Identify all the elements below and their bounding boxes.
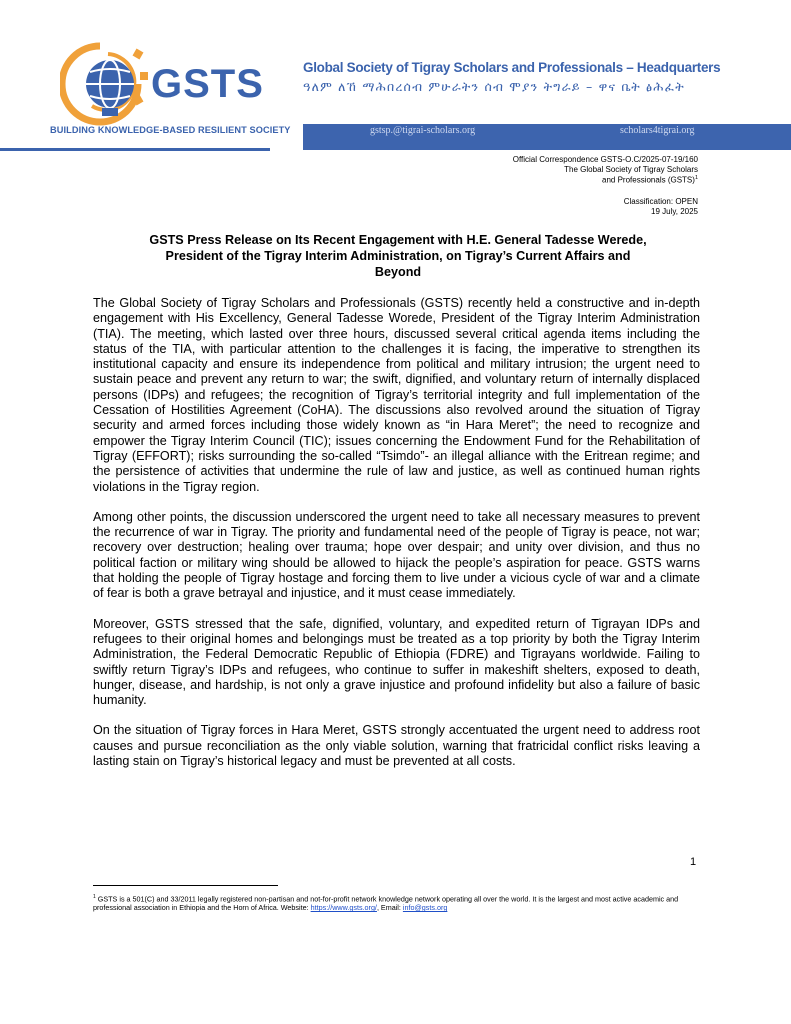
org-name-tigrinya: ዓለም ለኸ ማሕበረሰብ ምሁራትን ሰብ ሞያን ትግራይ – ዋና ቤት ፅሕፈት xyxy=(303,79,685,94)
body-paragraph: On the situation of Tigray forces in Hara Meret, GSTS strongly accentuated the urgent need to address root causes and pursue reconciliation as the only viable solution, warning that fratricidal conflict risks leaving a lasting stain on Tigray’s historical legacy and must be prevented at all costs. xyxy=(93,723,700,769)
document-date: 19 July, 2025 xyxy=(651,207,698,216)
footnote-divider xyxy=(93,885,278,886)
footnote-marker: 1 xyxy=(694,175,698,181)
footnote-marker: 1 xyxy=(93,894,96,900)
correspondence-org-line-2: and Professionals (GSTS)$^1$ xyxy=(602,175,698,185)
correspondence-reference: Official Correspondence GSTS-O.C/2025-07-19/160 xyxy=(512,155,698,164)
body-paragraph: The Global Society of Tigray Scholars and Professionals (GSTS) recently held a constructive and in-depth engagement with His Excellency, General Tadesse Worede, President of the Tigray Interim Administration (TIA). The meeting, which lasted over three hours, discussed several critical agenda items including the status of the TIA, with particular attention to the challenges it is facing, the imperative to strengthen its institutional capacity and ensure its independence from political and military intrusion; the urgent need to sustain peace and prevent any return to war; the swift, dignified, and voluntary return of internally displaced persons (IDPs) and refugees; the recognition of Tigray’s territorial integrity and full implementation of the Cessation of Hostilities Agreement (CoHA). The discussions also revolved around the situation of Tigray security and armed forces including those widely known as “in Hara Meret”; the need to recognize and empower the Tigray Interim Council (TIC); issues concerning the Endowment Fund for the Rehabilitation of Tigray (EFFORT); risks surrounding the so-called “Tsimdo”- an illegal alliance with the Eritrean regime; and the persistence of activities that undermine the rule of law and justice, as well as continued human rights violations in the Tigray region. xyxy=(93,296,700,494)
body-paragraph: Among other points, the discussion underscored the urgent need to take all necessary measures to prevent the recurrence of war in Tigray. The priority and fundamental need of the people of Tigray is peace, not war; recovery over destruction; healing over trauma; hope over despair; and unity over division, and thus no political faction or military wing should be allowed to hijack the people’s aspiration for peace. GSTS warns that holding the people of Tigray hostage and forcing them to live under a vicious cycle of war and a climate of fear is both a grave betrayal and injustice, and it must cease immediately. xyxy=(93,509,700,601)
website-link[interactable]: https://www.gsts.org/ xyxy=(310,903,377,913)
header-website[interactable]: scholars4tigrai.org xyxy=(620,125,695,136)
header-email[interactable]: gstsp.@tigrai-scholars.org xyxy=(370,125,476,136)
footnote-text: GSTS is a 501(C) and 33/2011 legally registered non-partisan and not-for-profit network knowledge network operating all over the world. It is the largest and most active academic and professional association in Ethiopia and the Horn of Africa. Website: xyxy=(93,894,679,913)
title-line: GSTS Press Release on Its Recent Engagement with H.E. General Tadesse Werede, xyxy=(149,233,647,247)
correspondence-org-line: The Global Society of Tigray Scholars xyxy=(564,164,698,174)
org-name-english: Global Society of Tigray Scholars and Professionals – Headquarters xyxy=(303,60,721,75)
header-left-rule xyxy=(0,148,270,151)
footnote-email-label: , Email: xyxy=(376,903,403,913)
correspondence-block xyxy=(513,155,698,185)
press-release-body xyxy=(93,296,700,784)
footnote xyxy=(93,893,703,912)
page-number: 1 xyxy=(690,856,697,868)
logo-text: GSTS xyxy=(151,62,264,106)
tagline: BUILDING KNOWLEDGE-BASED RESILIENT SOCIETY xyxy=(50,125,291,135)
email-link[interactable]: info@gsts.org xyxy=(402,903,448,913)
title-line: President of the Tigray Interim Administration, on Tigray’s Current Affairs and xyxy=(165,249,631,263)
body-paragraph: Moreover, GSTS stressed that the safe, dignified, voluntary, and expedited return of Tigrayan IDPs and refugees to their original homes and belongings must be treated as a top priority by both the Tigray Interim Administration, the Federal Democratic Republic of Ethiopia (FDRE) and Tigrayans worldwide. Failing to swiftly return Tigray’s IDPs and refugees, who continue to suffer in makeshift shelters, exposed to death, hunger, disease, and hardship, is not only a grave injustice and profound infidelity but also a failure of basic humanity. xyxy=(93,616,700,708)
classification-block xyxy=(624,197,698,217)
page-title xyxy=(95,232,701,280)
title-line: Beyond xyxy=(374,265,422,279)
classification: Classification: OPEN xyxy=(623,197,698,206)
